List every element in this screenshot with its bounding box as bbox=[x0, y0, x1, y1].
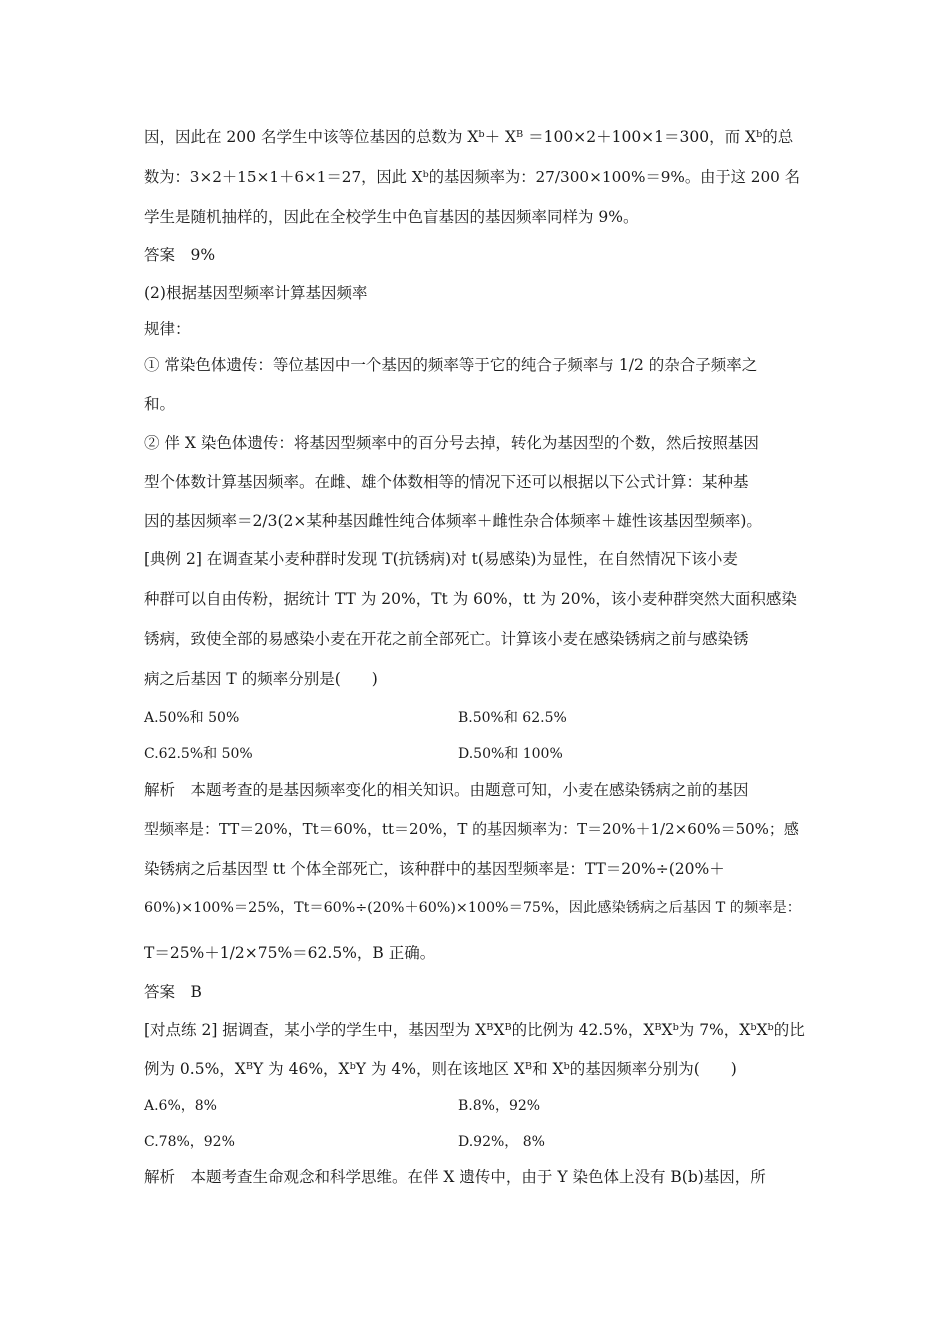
option-c: C.78%，92% bbox=[144, 1134, 235, 1150]
analysis-line: 解析 本题考查生命观念和科学思维。在伴 X 遗传中，由于 Y 染色体上没有 B(b)基因，所 bbox=[144, 1168, 766, 1186]
option-d: D.92%， 8% bbox=[458, 1134, 545, 1150]
answer-line: 答案 B bbox=[144, 983, 202, 1001]
text-line: 染锈病之后基因型 tt 个体全部死亡，该种群中的基因型频率是：TT＝20%÷(20%＋ bbox=[144, 860, 725, 878]
text-line: 种群可以自由传粉，据统计 TT 为 20%，Tt 为 60%，tt 为 20%，该小麦种群突然大面积感染 bbox=[144, 590, 797, 608]
option-a: A.50%和 50% bbox=[144, 710, 240, 726]
example-heading: [典例 2] 在调查某小麦种群时发现 T(抗锈病)对 t(易感染)为显性，在自然情况下该小麦 bbox=[144, 550, 738, 568]
text-line: 60%)×100%＝25%，Tt＝60%÷(20%＋60%)×100%＝75%，因此感染锈病之后基因 T 的频率是： bbox=[144, 900, 802, 916]
text-line: T＝25%＋1/2×75%＝62.5%，B 正确。 bbox=[144, 944, 436, 962]
text-line: 锈病，致使全部的易感染小麦在开花之前全部死亡。计算该小麦在感染锈病之前与感染锈 bbox=[144, 630, 749, 648]
text-line: ① 常染色体遗传：等位基因中一个基因的频率等于它的纯合子频率与 1/2 的杂合子频率之 bbox=[144, 356, 758, 374]
text-line: 数为：3×2＋15×1＋6×1＝27，因此 Xᵇ的基因频率为：27/300×100%＝9%。由于这 200 名 bbox=[144, 168, 800, 186]
answer-line: 答案 9% bbox=[144, 246, 216, 264]
text-line: 因的基因频率＝2/3(2×某种基因雌性纯合体频率＋雌性杂合体频率＋雄性该基因型频率)。 bbox=[144, 512, 762, 530]
text-line: ② 伴 X 染色体遗传：将基因型频率中的百分号去掉，转化为基因型的个数，然后按照基因 bbox=[144, 434, 759, 452]
option-b: B.50%和 62.5% bbox=[458, 710, 567, 726]
practice-heading: [对点练 2] 据调查，某小学的学生中，基因型为 XᴮXᴮ的比例为 42.5%，XᴮXᵇ为 7%，XᵇXᵇ的比 bbox=[144, 1021, 805, 1039]
text-line: 因，因此在 200 名学生中该等位基因的总数为 Xᵇ＋ Xᴮ ＝100×2＋100×1＝300，而 Xᵇ的总 bbox=[144, 128, 794, 146]
text-line: 学生是随机抽样的，因此在全校学生中色盲基因的基因频率同样为 9%。 bbox=[144, 208, 639, 226]
text-line: 型个体数计算基因频率。在雌、雄个体数相等的情况下还可以根据以下公式计算：某种基 bbox=[144, 473, 749, 491]
option-c: C.62.5%和 50% bbox=[144, 746, 253, 762]
text-line: 和。 bbox=[144, 395, 176, 413]
section-heading: (2)根据基因型频率计算基因频率 bbox=[144, 284, 368, 302]
text-line: 例为 0.5%，XᴮY 为 46%，XᵇY 为 4%，则在该地区 Xᴮ和 Xᵇ的基因频率分别为( ) bbox=[144, 1060, 737, 1078]
option-b: B.8%，92% bbox=[458, 1098, 541, 1114]
option-d: D.50%和 100% bbox=[458, 746, 563, 762]
text-line: 病之后基因 T 的频率分别是( ) bbox=[144, 670, 378, 688]
option-a: A.6%，8% bbox=[144, 1098, 217, 1114]
rule-label: 规律： bbox=[144, 320, 191, 338]
text-line: 型频率是：TT＝20%，Tt＝60%，tt＝20%，T 的基因频率为：T＝20%＋1/2×60%＝50%；感 bbox=[144, 820, 799, 838]
analysis-line: 解析 本题考查的是基因频率变化的相关知识。由题意可知，小麦在感染锈病之前的基因 bbox=[144, 781, 749, 799]
